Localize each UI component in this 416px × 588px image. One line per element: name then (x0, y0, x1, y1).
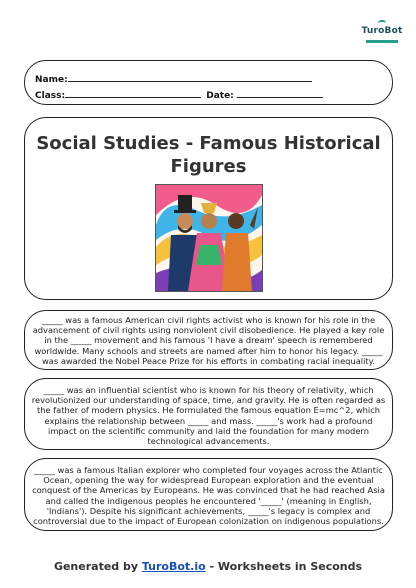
class-field[interactable] (65, 88, 201, 98)
footer-suffix: - Worksheets in Seconds (205, 560, 363, 573)
paragraph-3: _____ was a famous Italian explorer who completed four voyages across the Atlantic Ocean, opening the way for widespread European exploration and the eventual conquest of the Americas by Europeans. He was convinced that he had reached Asia and called the indigenous peoples he encountered '_____' (meaning in English, 'Indians'). Despite his significant achievements, _____'s legacy is complex and controversial due to the impact of European colonization on indigenous populations. (32, 465, 385, 527)
title-box (24, 117, 393, 300)
name-label: Name: (35, 75, 68, 85)
footer (0, 560, 416, 573)
footer-prefix: Generated by (53, 560, 142, 573)
paragraph-box-1 (24, 310, 393, 370)
class-date-row (35, 88, 323, 101)
date-label: Date: (206, 91, 234, 101)
turobot-logo (360, 20, 404, 48)
class-label: Class: (35, 91, 66, 101)
logo-underline (366, 40, 398, 43)
student-info-box (24, 60, 393, 105)
paragraph-1: _____ was a famous American civil rights activist who is known for his role in the advancement of civil rights using nonviolent civil disobedience. He played a key role in the _____ movement and his famous 'I have a dream' speech is remembered worldwide. Many schools and streets are named after him to honor his legacy. _____ was awarded the Nobel Peace Prize for his efforts in combating racial inequality. (32, 315, 385, 366)
name-row (35, 72, 312, 85)
name-field[interactable] (68, 72, 312, 82)
paragraph-box-3 (24, 458, 393, 531)
logo-text: TuroBot (361, 26, 403, 36)
turobot-link[interactable]: TuroBot.io (141, 560, 206, 573)
worksheet-title: Social Studies - Famous Historical Figures (36, 133, 381, 177)
illustration-art (156, 185, 262, 291)
historical-figures-illustration (155, 184, 263, 292)
paragraph-2: _____ was an influential scientist who is known for his theory of relativity, which revolutionized our understanding of space, time, and gravity. He is often regarded as the father of modern physics. He formulated the famous equation E=mc^2, which explains the relationship between _____ and mass. _____'s work had a profound impact on the scientific community and laid the foundation for many modern technological advancements. (31, 385, 386, 447)
paragraph-box-2 (24, 378, 393, 450)
date-field[interactable] (237, 88, 323, 98)
